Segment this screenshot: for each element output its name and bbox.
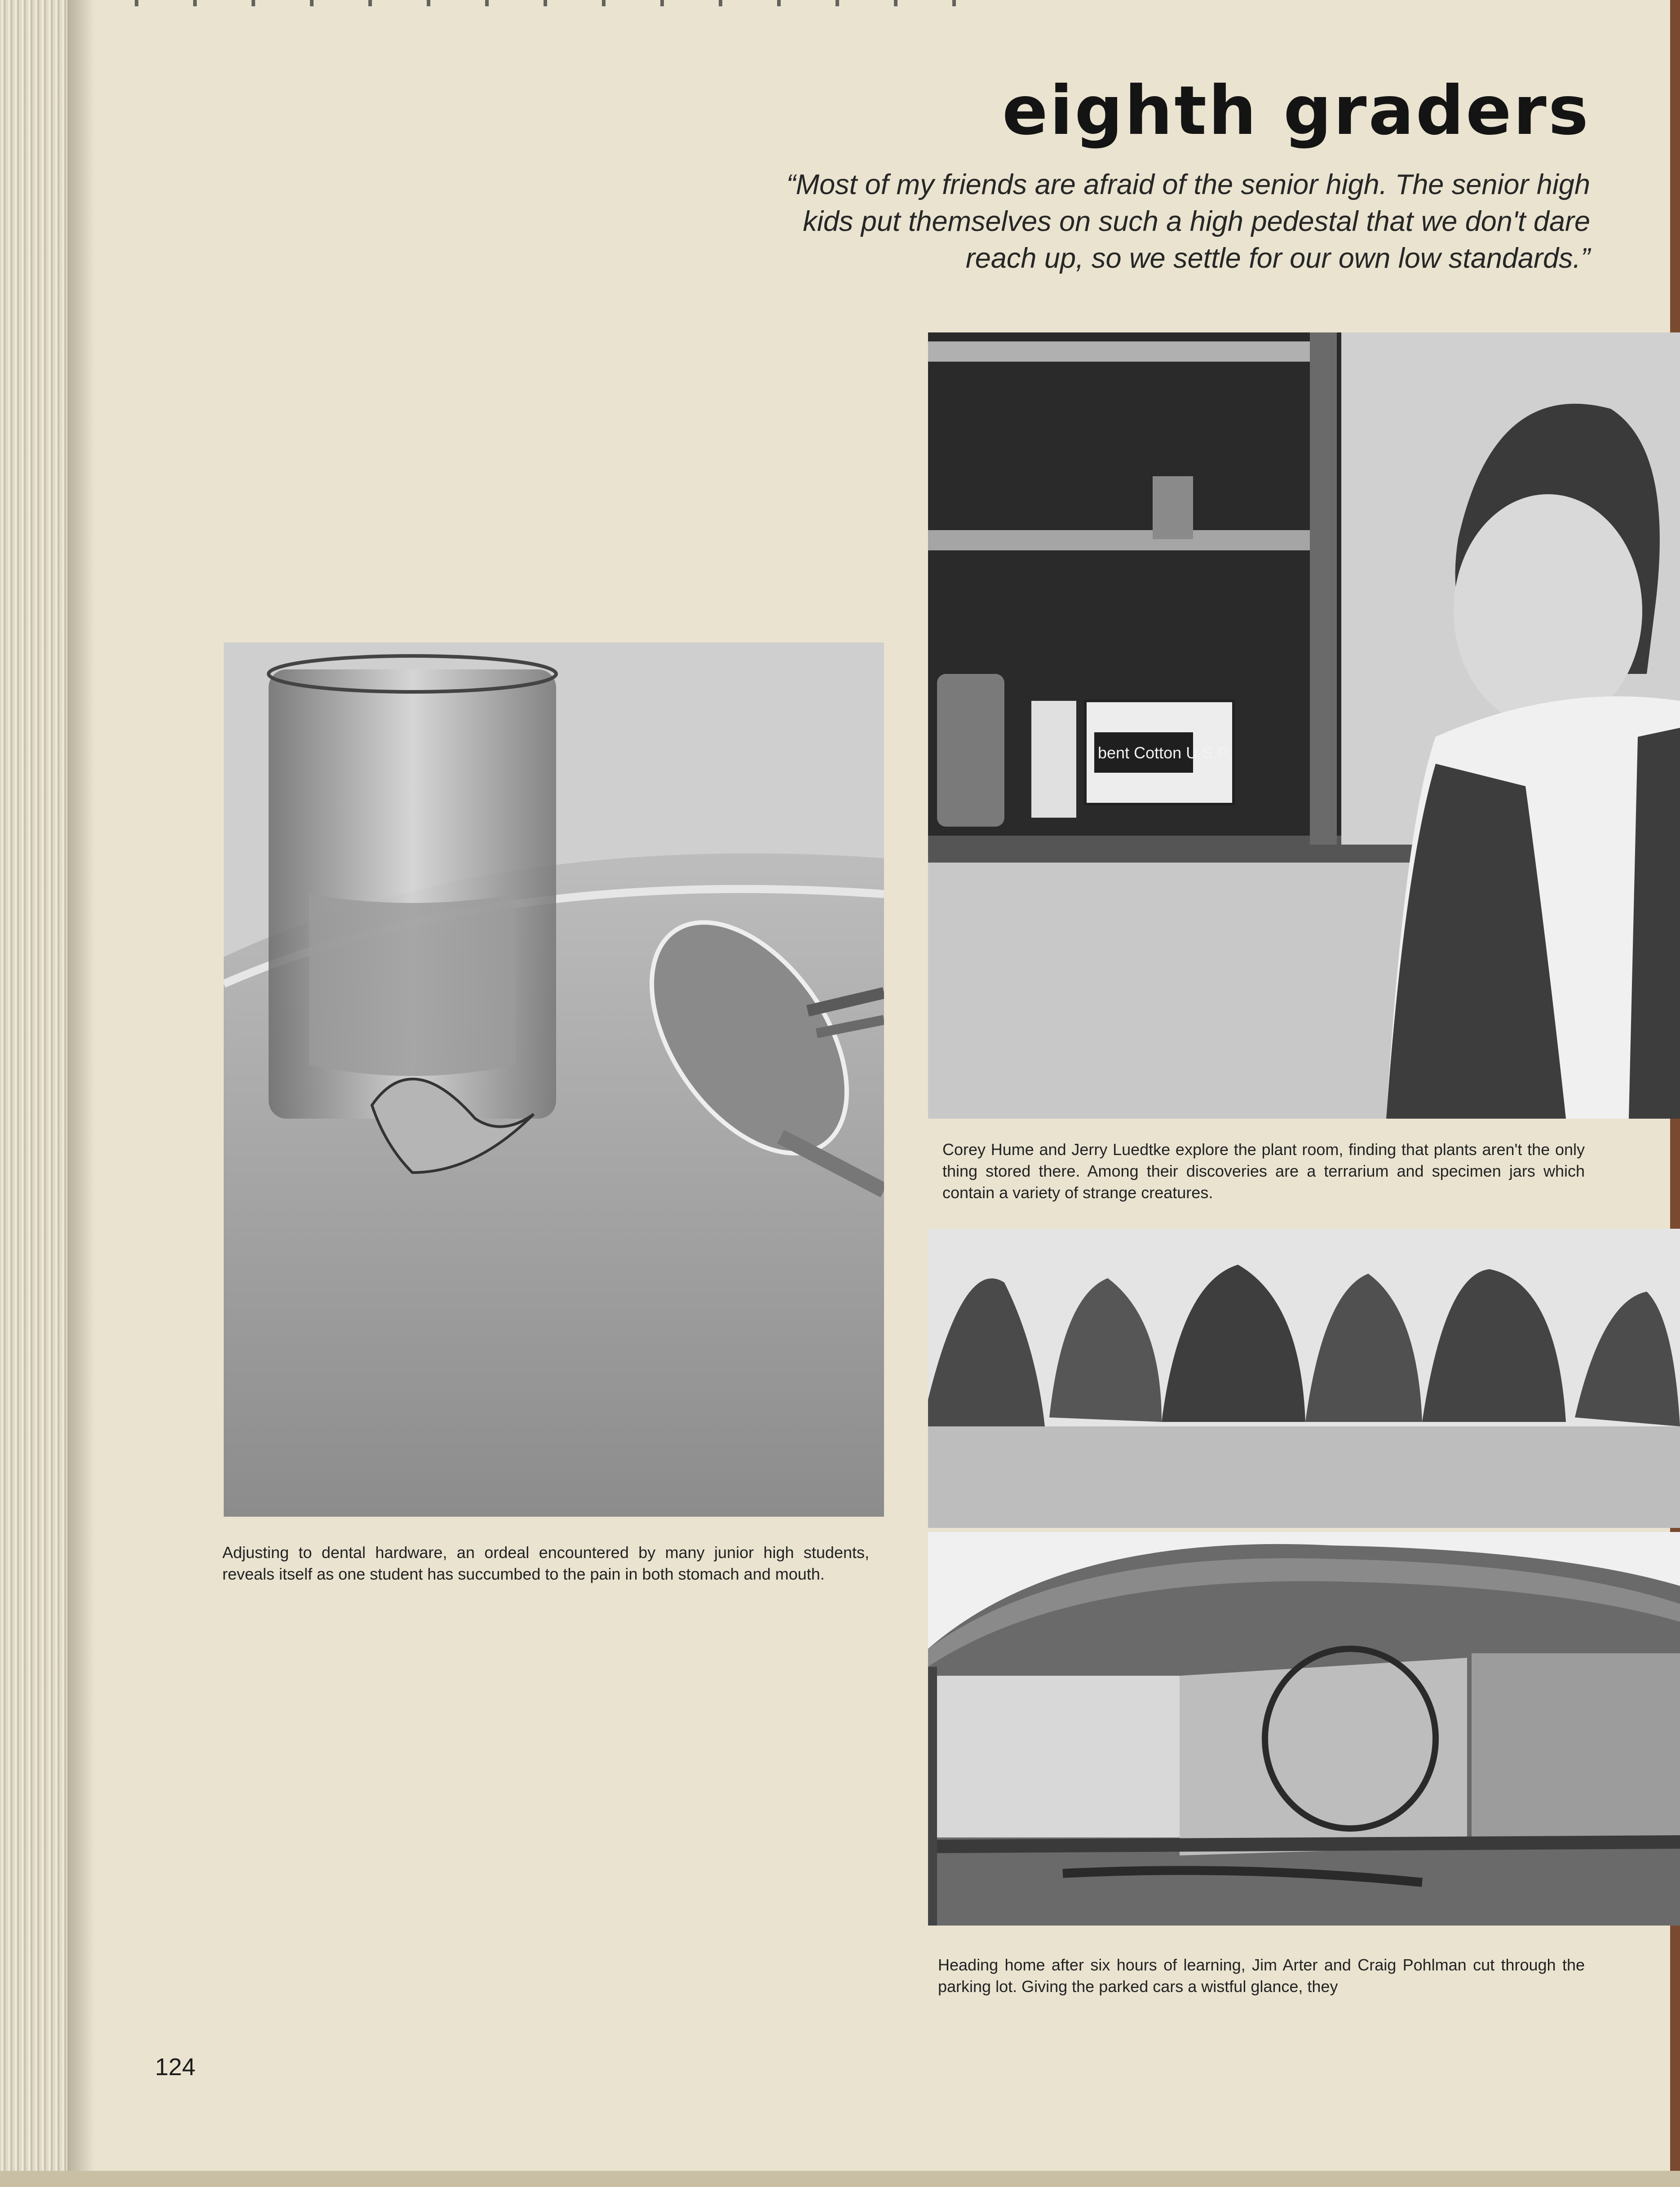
pine-trees-photo bbox=[928, 1229, 1680, 1528]
cotton-box-label: bent Cotton U.S.P. bbox=[1098, 744, 1231, 762]
dental-hardware-photo bbox=[224, 642, 884, 1517]
page-number: 124 bbox=[155, 2054, 196, 2081]
book-spine-edge bbox=[0, 0, 67, 2187]
plant-room-photo-caption: Corey Hume and Jerry Luedtke explore the plant room, finding that plants aren't the only thing stored there. Among their discoveries are a terrarium and specimen jars which contain a variety of strange creatures. bbox=[942, 1140, 1585, 1202]
page-bottom-edge bbox=[0, 2171, 1680, 2187]
page-title: eighth graders bbox=[1002, 72, 1590, 150]
gutter-shadow bbox=[67, 0, 94, 2187]
parking-lot-car-photo bbox=[928, 1532, 1680, 1926]
dental-photo-caption: Adjusting to dental hardware, an ordeal encountered by many junior high students, reveals itself as one student has succumbed to the pain in both stomach and mouth. bbox=[222, 1543, 869, 1583]
student-quote: “Most of my friends are afraid of the senior high. The senior high kids put themselves on such a high pedestal that we don't dare reach up, so we settle for our own low standards.” bbox=[786, 169, 1590, 274]
parking-lot-photo-caption: Heading home after six hours of learning, Jim Arter and Craig Pohlman cut through the parking lot. Giving the parked cars a wistful glance, they bbox=[938, 1956, 1585, 1996]
plant-room-photo bbox=[928, 332, 1680, 1119]
top-edge-marks bbox=[135, 0, 988, 6]
